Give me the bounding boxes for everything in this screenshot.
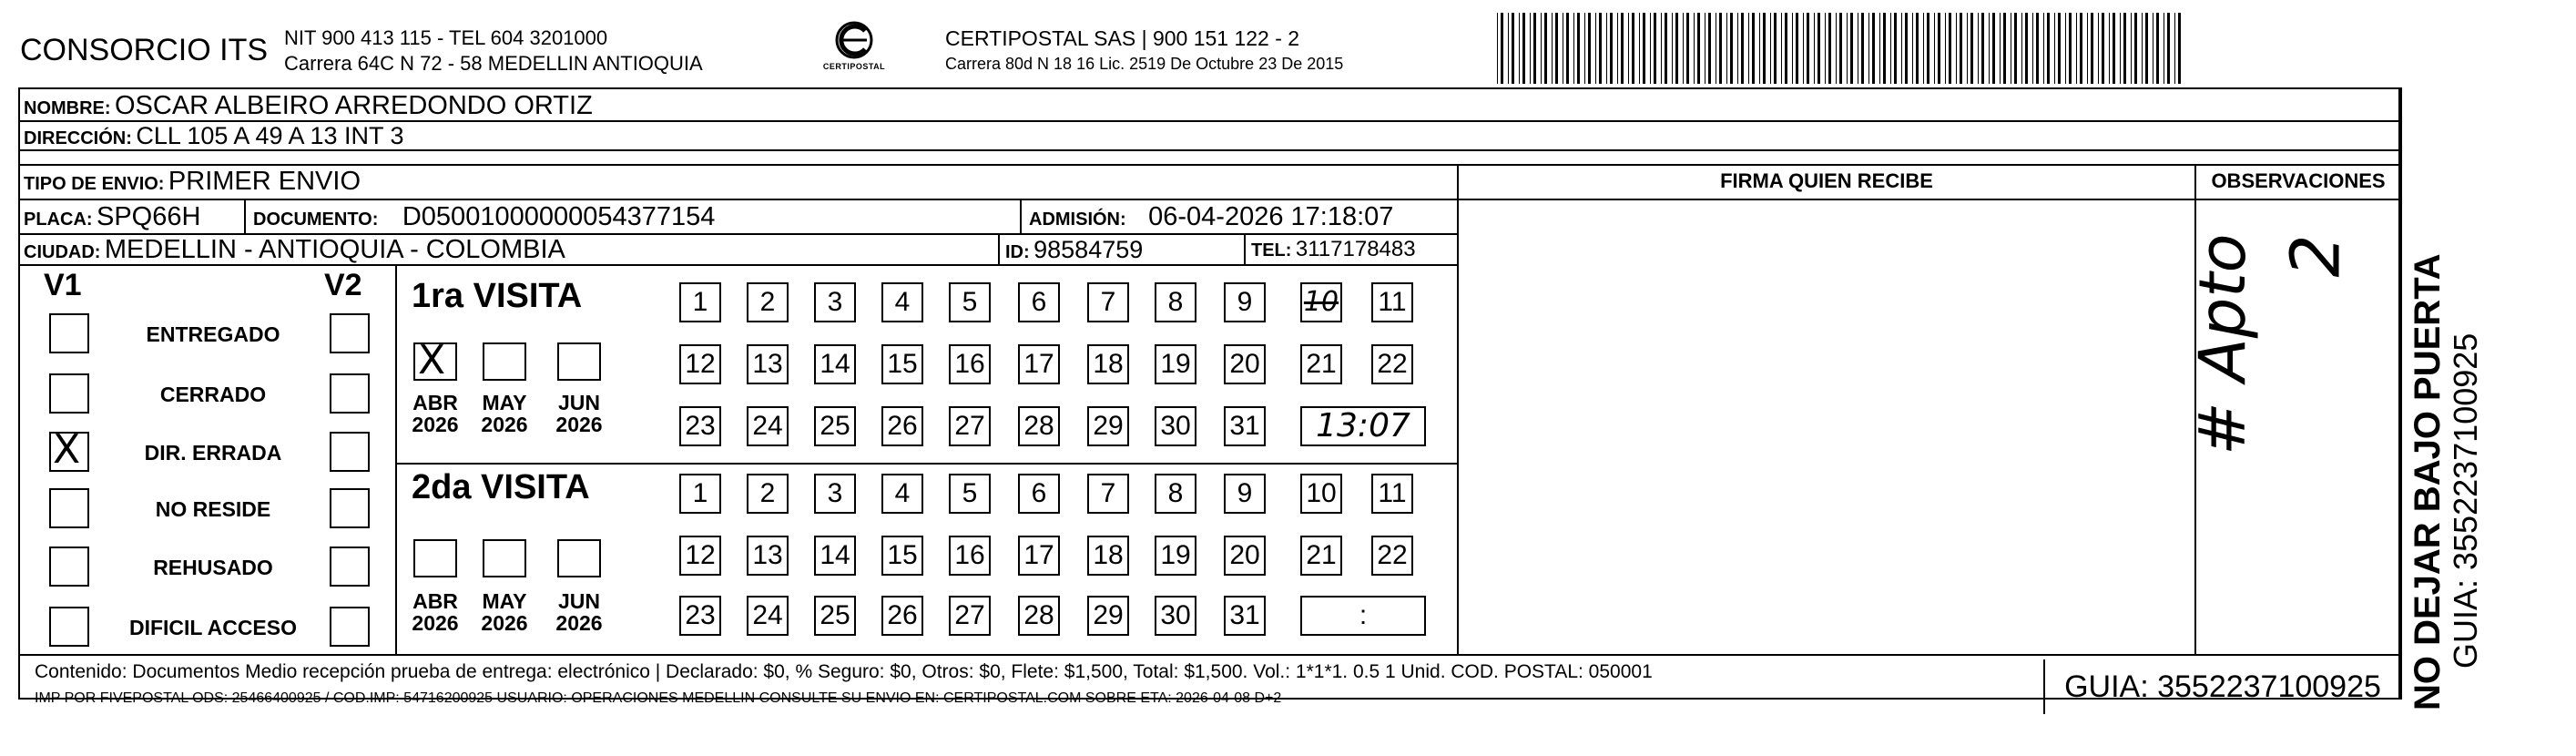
day-box[interactable]: 20: [1224, 344, 1266, 384]
day-box[interactable]: 5: [949, 282, 991, 322]
day-box[interactable]: 7: [1087, 282, 1129, 322]
id-field: [1005, 235, 1143, 269]
phone-field: [1251, 235, 1416, 267]
document-label: DOCUMENTO:: [253, 209, 379, 230]
month-year: 2026: [412, 413, 459, 436]
day-box[interactable]: 9: [1224, 474, 1266, 514]
day-box[interactable]: 6: [1018, 474, 1060, 514]
month-label: [407, 392, 463, 435]
company-info: [284, 26, 703, 77]
plate-value: SPQ66H: [97, 202, 201, 231]
day-box[interactable]: 23: [679, 596, 721, 636]
status-label: REHUSADO: [153, 556, 273, 579]
courier-license: Carrera 80d N 18 16 Lic. 2519 De Octubre 23 De 2015: [945, 55, 1344, 73]
v2-checkbox[interactable]: [330, 373, 370, 414]
day-box[interactable]: 1: [679, 282, 721, 322]
logo-wordmark: CERTIPOSTAL: [822, 62, 886, 71]
admission-field: [1029, 200, 1393, 238]
day-box[interactable]: 1: [679, 474, 721, 514]
id-value: 98584759: [1033, 236, 1144, 263]
day-box[interactable]: 26: [881, 596, 923, 636]
document-field: [253, 200, 715, 238]
certipostal-logo: [809, 20, 900, 78]
day-box[interactable]: 27: [949, 406, 991, 446]
courier-logo-icon: [809, 20, 900, 62]
day-box[interactable]: 24: [747, 406, 789, 446]
v2-checkbox[interactable]: [330, 432, 370, 472]
month-year: 2026: [412, 611, 459, 635]
status-label: DIR. ERRADA: [144, 441, 282, 465]
observations-label: OBSERVACIONES: [2211, 169, 2386, 192]
month-checkbox[interactable]: [557, 342, 601, 381]
day-box[interactable]: 17: [1018, 536, 1060, 576]
id-label: ID:: [1005, 242, 1030, 262]
day-box[interactable]: 31: [1224, 596, 1266, 636]
day-box[interactable]: 4: [881, 474, 923, 514]
day-box[interactable]: 13: [747, 536, 789, 576]
month-year: 2026: [481, 413, 528, 436]
v2-checkbox[interactable]: [330, 488, 370, 528]
print-info: IMP POR FIVEPOSTAL ODS: 25466400925 / COD.IMP: 54716200925 USUARIO: OPERACIONES MEDELLIN CONSULTE SU ENVIO EN: CERTIPOSTAL.COM SOBRE ETA: 2026-04-08 D+2: [35, 690, 1282, 706]
contents-summary: Contenido: Documentos Medio recepción prueba de entrega: electrónico | Declarado: $0, % Seguro: $0, Otros: $0, Flete: $1,500, Total: $1,500. Vol.: 1*1*1. 0.5 1 Unid. COD. POSTAL: 050001: [35, 661, 1653, 682]
day-box[interactable]: 9: [1224, 282, 1266, 322]
v1-checkbox[interactable]: [49, 547, 89, 587]
day-box[interactable]: 29: [1087, 596, 1129, 636]
no-under-door-notice: NO DEJAR BAJO PUERTA: [2408, 253, 2448, 710]
v1-checkbox[interactable]: [49, 607, 89, 647]
day-box[interactable]: 20: [1224, 536, 1266, 576]
day-box[interactable]: 15: [881, 536, 923, 576]
month-year: 2026: [481, 611, 528, 635]
courier-name: CERTIPOSTAL SAS | 900 151 122 - 2: [945, 26, 1300, 50]
signature-label: FIRMA QUIEN RECIBE: [1720, 169, 1933, 192]
recipient-name-row: [24, 91, 593, 125]
status-label: NO RESIDE: [155, 497, 271, 521]
address-label: DIRECCIÓN:: [24, 128, 132, 148]
day-box[interactable]: 13: [747, 344, 789, 384]
day-box[interactable]: 26: [881, 406, 923, 446]
month-name: JUN: [557, 391, 600, 414]
day-box[interactable]: 5: [949, 474, 991, 514]
v2-checkbox[interactable]: [330, 313, 370, 353]
month-checkbox[interactable]: [557, 539, 601, 577]
month-checkbox[interactable]: [483, 539, 526, 577]
name-label: NOMBRE:: [24, 98, 111, 118]
month-label: [407, 590, 463, 634]
check-x-icon: X: [418, 337, 446, 383]
day-box[interactable]: 31: [1224, 406, 1266, 446]
day-box[interactable]: 19: [1155, 536, 1196, 576]
day-box[interactable]: 25: [814, 406, 856, 446]
day-box[interactable]: 14: [814, 344, 856, 384]
visit1-time-box[interactable]: 13:07: [1300, 406, 1426, 446]
status-label: ENTREGADO: [146, 322, 280, 346]
shipment-type-row: [24, 164, 361, 203]
day-box[interactable]: 3: [814, 474, 856, 514]
v1-checkbox[interactable]: [49, 488, 89, 528]
day-box[interactable]: 12: [679, 344, 721, 384]
document-value: D05001000000054377154: [402, 202, 716, 231]
day-box[interactable]: 7: [1087, 474, 1129, 514]
month-checkbox[interactable]: [483, 342, 526, 381]
check-x-icon: X: [53, 426, 81, 473]
v1-checkbox[interactable]: [49, 426, 89, 473]
recipient-name: OSCAR ALBEIRO ARREDONDO ORTIZ: [115, 91, 593, 120]
day-box[interactable]: 23: [679, 406, 721, 446]
month-checkbox[interactable]: [413, 337, 457, 383]
shipment-type: PRIMER ENVIO: [168, 167, 361, 196]
day-box[interactable]: 17: [1018, 344, 1060, 384]
day-box[interactable]: 21: [1300, 536, 1342, 576]
barcode: [1497, 13, 2182, 84]
company-address: Carrera 64C N 72 - 58 MEDELLIN ANTIOQUIA: [284, 52, 703, 75]
city-value: MEDELLIN - ANTIOQUIA - COLOMBIA: [104, 235, 565, 264]
day-box[interactable]: 28: [1018, 406, 1060, 446]
v2-checkbox[interactable]: [330, 607, 370, 647]
month-name: JUN: [557, 589, 600, 613]
visit1-title: 1ra VISITA: [412, 277, 583, 315]
day-box[interactable]: 22: [1371, 344, 1413, 384]
day-box[interactable]: 18: [1087, 344, 1129, 384]
day-box[interactable]: 28: [1018, 596, 1060, 636]
month-label: [551, 590, 607, 634]
visit2-time-box[interactable]: :: [1300, 596, 1426, 636]
day-box[interactable]: 3: [814, 282, 856, 322]
shipment-type-label: TIPO DE ENVIO:: [24, 174, 165, 194]
courier-info: [945, 26, 1343, 77]
v2-header: V2: [324, 268, 362, 302]
day-box[interactable]: 29: [1087, 406, 1129, 446]
status-label: DIFICIL ACCESO: [128, 616, 297, 639]
day-box[interactable]: 4: [881, 282, 923, 322]
admission-label: ADMISIÓN:: [1029, 209, 1126, 230]
day-box[interactable]: 30: [1155, 406, 1196, 446]
v2-checkbox[interactable]: [330, 547, 370, 587]
day-box[interactable]: 14: [814, 536, 856, 576]
company-nit-phone: NIT 900 413 115 - TEL 604 3201000: [284, 26, 608, 49]
month-name: MAY: [482, 391, 527, 414]
guia-number: GUIA: 3552237100925: [2043, 659, 2400, 714]
observations-handwriting-number: 2: [2276, 234, 2356, 278]
day-box[interactable]: 25: [814, 596, 856, 636]
day-box[interactable]: 2: [747, 474, 789, 514]
day-box[interactable]: 19: [1155, 344, 1196, 384]
month-name: ABR: [412, 589, 458, 613]
city-field: [24, 235, 565, 269]
observations-handwriting-apto: # Apto: [2185, 233, 2260, 455]
month-name: MAY: [482, 589, 527, 613]
month-year: 2026: [555, 413, 603, 436]
month-label: [551, 392, 607, 435]
day-box[interactable]: 6: [1018, 282, 1060, 322]
month-label: [476, 392, 533, 435]
plate-field: [24, 200, 200, 238]
phone-value: 3117178483: [1295, 237, 1416, 261]
v1-checkbox[interactable]: [49, 373, 89, 414]
city-label: CIUDAD:: [24, 242, 101, 262]
side-guia-number: GUIA: 3552237100925: [2447, 332, 2484, 669]
address-row: [24, 122, 404, 154]
admission-value: 06-04-2026 17:18:07: [1148, 202, 1394, 231]
plate-label: PLACA:: [24, 209, 93, 230]
company-name: CONSORCIO ITS: [20, 33, 269, 67]
day-box[interactable]: 16: [949, 344, 991, 384]
month-year: 2026: [555, 611, 603, 635]
day-box[interactable]: 30: [1155, 596, 1196, 636]
v1-header: V1: [44, 268, 82, 302]
month-name: ABR: [412, 391, 458, 414]
recipient-address: CLL 105 A 49 A 13 INT 3: [136, 122, 404, 149]
day-box[interactable]: 11: [1371, 474, 1413, 514]
day-box[interactable]: 24: [747, 596, 789, 636]
day-box[interactable]: 22: [1371, 536, 1413, 576]
v1-checkbox[interactable]: [49, 313, 89, 353]
visit2-title: 2da VISITA: [412, 468, 590, 506]
status-label: CERRADO: [159, 383, 267, 406]
day-box[interactable]: 15: [881, 344, 923, 384]
day-box[interactable]: 10: [1300, 282, 1342, 322]
day-box[interactable]: 16: [949, 536, 991, 576]
day-box[interactable]: 10: [1300, 474, 1342, 514]
side-notice: [2408, 128, 2484, 710]
day-box[interactable]: 27: [949, 596, 991, 636]
month-label: [476, 590, 533, 634]
day-box[interactable]: 12: [679, 536, 721, 576]
day-box[interactable]: 21: [1300, 344, 1342, 384]
month-checkbox[interactable]: [413, 539, 457, 577]
day-box[interactable]: 18: [1087, 536, 1129, 576]
day-box[interactable]: 11: [1371, 282, 1413, 322]
day-box[interactable]: 8: [1155, 282, 1196, 322]
day-box[interactable]: 2: [747, 282, 789, 322]
phone-label: TEL:: [1251, 240, 1292, 261]
day-box[interactable]: 8: [1155, 474, 1196, 514]
